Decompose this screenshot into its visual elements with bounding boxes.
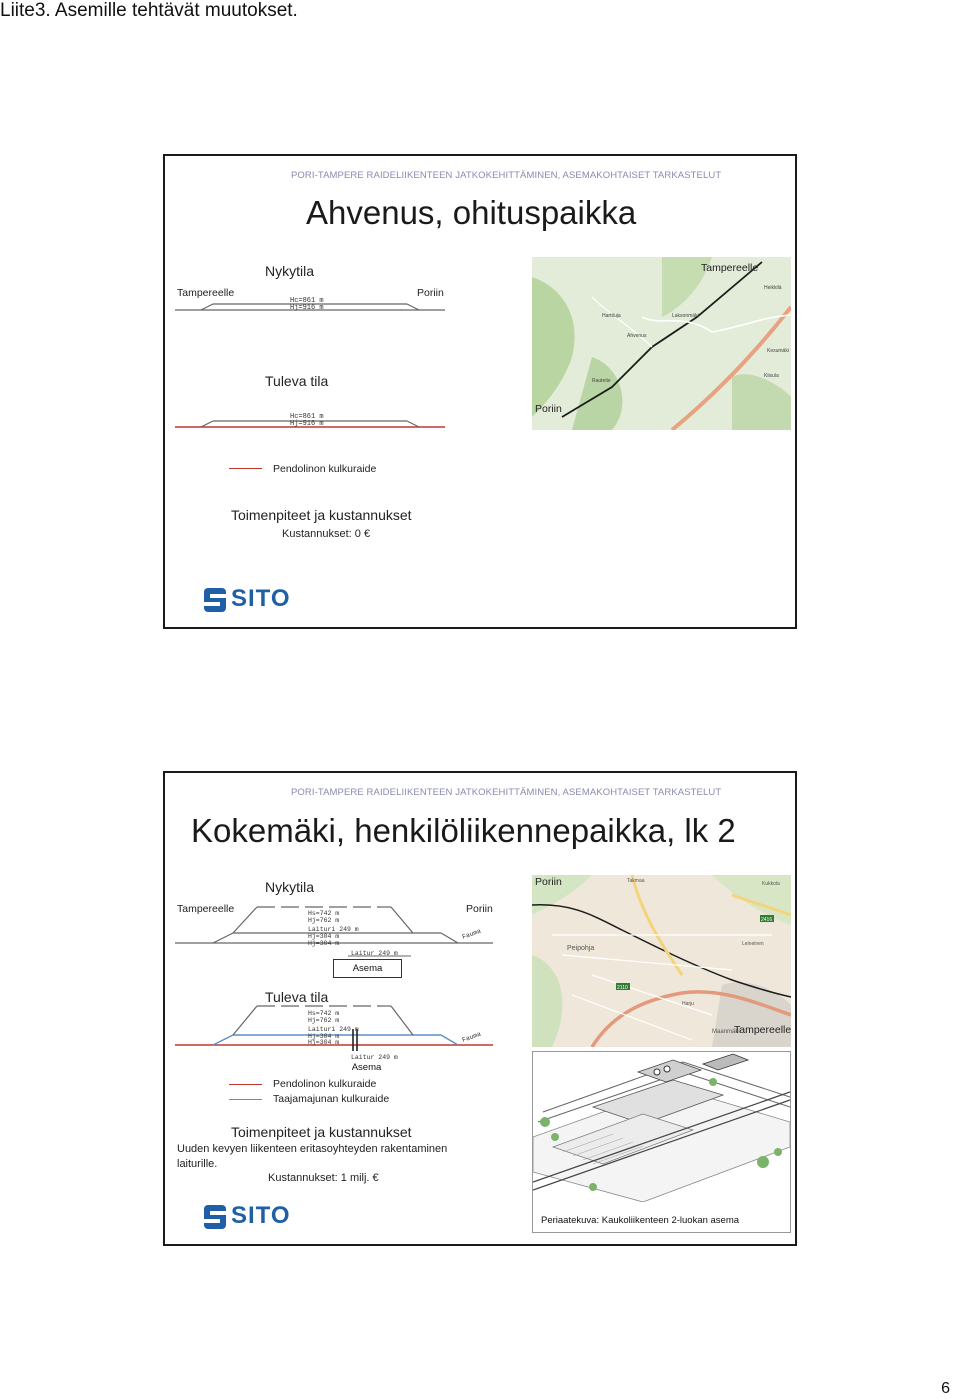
- current-state-label: Nykytila: [265, 879, 315, 895]
- track-label: Hj=762 m: [308, 917, 340, 924]
- track-label: Hj=304 m: [308, 1033, 340, 1040]
- slide-header: PORI-TAMPERE RAIDELIIKENTEEN JATKOKEHITTÄMINEN, ASEMAKOHTAISET TARKASTELUT: [291, 787, 722, 798]
- map-place: Kiisula: [764, 373, 779, 379]
- track-label: Hj=916 m: [290, 420, 324, 428]
- map-place: Ahvenus: [627, 333, 647, 339]
- legend-line-taajama: [229, 1099, 262, 1100]
- map-place: Kukkola: [762, 881, 780, 887]
- map-place: Heikkilä: [764, 285, 782, 291]
- slide-ahvenus: [163, 154, 797, 629]
- track-label: Laituri 249 m: [308, 926, 359, 933]
- legend-line-pendolino: [229, 468, 262, 469]
- sito-logo: [204, 585, 304, 617]
- slide-title: Kokemäki, henkilöliikennepaikka, lk 2: [191, 812, 736, 849]
- page-heading: Liite3. Asemille tehtävät muutokset.: [0, 0, 298, 21]
- legend-taajama: Taajamajunan kulkuraide: [273, 1093, 390, 1105]
- legend-pendolino: Pendolinon kulkuraide: [273, 463, 377, 475]
- slide-kokemaki: [163, 771, 797, 1246]
- measures-text-line: Uuden kevyen liikenteen eritasoyhteyden rakentaminen: [177, 1143, 448, 1155]
- costs-text: Kustannukset: 1 milj. €: [268, 1172, 379, 1184]
- track-label: Laitur 249 m: [351, 950, 398, 957]
- costs-text: Kustannukset: 0 €: [282, 528, 371, 540]
- track-label: Hs=742 m: [308, 1010, 340, 1017]
- track-label: Hj=916 m: [290, 304, 324, 312]
- legend-pendolino: Pendolinon kulkuraide: [273, 1078, 377, 1090]
- station-box: Asema: [333, 959, 402, 978]
- current-state-label: Nykytila: [265, 263, 315, 279]
- right-destination: Poriin: [466, 903, 493, 915]
- map-place: Laksonmäki: [672, 313, 699, 319]
- map-place: Leineinen: [742, 941, 764, 947]
- future-state-label: Tuleva tila: [265, 373, 329, 389]
- future-track-diagram: [173, 408, 449, 434]
- track-label: Hj=304 m: [308, 940, 340, 947]
- future-track-diagram: [173, 1001, 498, 1061]
- right-destination: Poriin: [417, 287, 444, 299]
- map-destination-top: Poriin: [535, 876, 562, 888]
- left-destination: Tampereelle: [177, 903, 235, 915]
- map-place: Kesumäki: [767, 348, 789, 354]
- track-label: Hc=861 m: [290, 413, 324, 421]
- station-label: Asema: [351, 1062, 382, 1073]
- location-map: [532, 257, 791, 430]
- map-graphic: [532, 875, 791, 1047]
- track-label: Hs=742 m: [308, 910, 340, 917]
- map-place: Takmaa: [627, 878, 645, 884]
- logo-text: SITO: [231, 1202, 291, 1229]
- track-label: Hj=762 m: [308, 1017, 340, 1024]
- map-graphic: [532, 257, 791, 430]
- page-number: 6: [941, 1380, 950, 1397]
- measures-text-line: laiturille.: [177, 1158, 218, 1170]
- logo-text: SITO: [231, 585, 291, 612]
- measures-title: Toimenpiteet ja kustannukset: [231, 1124, 412, 1140]
- sito-logo: [204, 1202, 304, 1234]
- map-destination-top: Tampereelle: [701, 262, 759, 274]
- road-number: 2416: [761, 917, 773, 923]
- current-track-diagram: [173, 284, 449, 318]
- track-label: Hj=304 m: [308, 1039, 340, 1046]
- illustration-graphic: [533, 1052, 790, 1202]
- road-number: 2110: [617, 985, 628, 991]
- legend-line-pendolino: [229, 1084, 262, 1085]
- slide-header: PORI-TAMPERE RAIDELIIKENTEEN JATKOKEHITTÄMINEN, ASEMAKOHTAISET TARKASTELUT: [291, 170, 722, 181]
- track-label: Hj=304 m: [308, 933, 340, 940]
- station-illustration: [532, 1051, 791, 1233]
- map-place: Rautetie: [592, 378, 611, 384]
- side-label: Fauma: [461, 1030, 483, 1044]
- measures-title: Toimenpiteet ja kustannukset: [231, 507, 412, 523]
- current-track-diagram: [173, 903, 498, 963]
- left-destination: Tampereelle: [177, 287, 235, 299]
- map-place: Peipohja: [567, 945, 595, 952]
- map-destination-bottom: Tampereelle: [734, 1024, 791, 1036]
- track-label: Laituri 249 m: [308, 1026, 359, 1033]
- future-state-label: Tuleva tila: [265, 989, 329, 1005]
- location-map: [532, 875, 791, 1047]
- illustration-caption: Periaatekuva: Kaukoliikenteen 2-luokan asema: [541, 1215, 740, 1226]
- map-place: Harju: [682, 1001, 694, 1007]
- track-label: Laitur 249 m: [351, 1054, 398, 1061]
- map-place: Harttiuja: [602, 313, 621, 319]
- map-destination-bottom: Poriin: [535, 403, 562, 415]
- slide-title: Ahvenus, ohituspaikka: [306, 194, 637, 231]
- map-place: Maanmäki: [712, 1029, 740, 1035]
- track-label: Hc=861 m: [290, 297, 324, 305]
- side-label: Fauma: [461, 927, 483, 941]
